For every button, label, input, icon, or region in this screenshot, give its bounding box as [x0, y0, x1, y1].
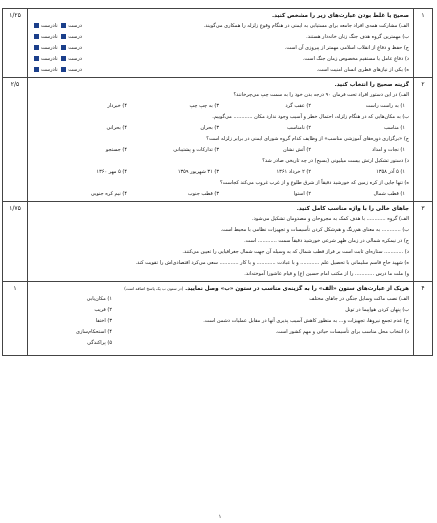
- question-row-1: [3, 9, 433, 78]
- mc-question-text: د) دستور تشکیل ارتش بیست میلیونی (بسیج) در چه تاریخی صادر شد؟: [262, 158, 409, 164]
- matching-right-item: ۴) استحکام‌سازی: [76, 329, 112, 335]
- false-checkbox[interactable]: [34, 67, 39, 72]
- matching-left-item: ب) پنهان کردن هواپیما در تونل: [345, 307, 409, 313]
- statement-text: ب) مهمترین گروه هدف جنگ زنان خانه‌دار هستند.: [306, 34, 409, 40]
- true-false-item: [32, 54, 409, 65]
- mc-option[interactable]: ۱) قطب شمال: [373, 191, 405, 197]
- false-checkbox[interactable]: [34, 56, 39, 61]
- mc-option[interactable]: ۴) ۵ مهر ۱۳۶۰: [96, 169, 127, 175]
- matching-right-item: ۵) پراکندگی: [87, 340, 112, 346]
- mc-option[interactable]: ۱) نجات و امداد: [372, 147, 405, 153]
- true-false-item: [32, 43, 409, 54]
- false-label: نادرست: [41, 56, 58, 62]
- page-number: ۱: [218, 514, 222, 520]
- mc-option[interactable]: ۴) خبردار: [107, 103, 127, 109]
- true-label: درست: [68, 45, 82, 51]
- fill-blank-item: ب) ............ به معنای هم‌رنگ و هم‌شکل کردن تأسیسات و تجهیزات نظامی با محیط است.: [220, 227, 409, 233]
- false-label: نادرست: [41, 45, 58, 51]
- mc-option[interactable]: ۲) آتش نشان: [282, 147, 311, 153]
- true-false-item: [32, 21, 409, 32]
- fill-blank-item: و) ملت ما درس ............ را از مکتب امام حسین (ع) و قیام عاشورا آموخته‌اند.: [244, 271, 409, 277]
- matching-right-item: ۳) اختفا: [95, 318, 112, 324]
- question-content: [28, 202, 414, 282]
- fill-blank-item: ه) شهید حاج قاسم سلیمانی با تحصیل علم ............ و با عبادت ............ و با کار ............ سعی می‌کرد اقتصادی‌اش را تقویت کند.: [135, 260, 409, 266]
- question-content: [28, 282, 414, 356]
- true-label: درست: [68, 56, 82, 62]
- statement-text: د) دفاع عامل یا مستقیم مخصوص زمان جنگ است.: [302, 56, 409, 62]
- true-checkbox[interactable]: [61, 45, 66, 50]
- true-checkbox[interactable]: [61, 56, 66, 61]
- question-title: جاهای خالی را با واژه مناسب کامل کنید.: [296, 206, 409, 212]
- true-false-item: [32, 65, 409, 76]
- question-number: ۲: [414, 78, 433, 202]
- true-checkbox[interactable]: [61, 67, 66, 72]
- true-checkbox[interactable]: [61, 23, 66, 28]
- mc-option[interactable]: ۲) نامناسب: [287, 125, 311, 131]
- mc-question-text: ب) به مکان‌هایی که در هنگام زلزله، احتمال خطر و آسیب وجود ندارد مکان ............ می‌گوییم.: [212, 114, 409, 120]
- matching-left-item: د) انتخاب محل مناسب برای تأسیسات حیاتی و مهم کشور است.: [275, 329, 409, 335]
- true-false-options: [32, 54, 82, 65]
- mc-option[interactable]: ۳) به چپ چپ: [189, 103, 219, 109]
- mc-option[interactable]: ۴) نیم کره جنوبی: [90, 191, 127, 197]
- mc-option[interactable]: ۲) عقب گرد: [285, 103, 311, 109]
- mc-option[interactable]: ۱) ۵ آذر ۱۳۵۸: [376, 169, 405, 175]
- false-checkbox[interactable]: [34, 45, 39, 50]
- mc-option[interactable]: ۴) بحرانی: [106, 125, 127, 131]
- statement-text: ج) حفظ و دفاع از انقلاب اسلامی مهمتر از پیروزی آن است.: [284, 45, 409, 51]
- question-title: گزینه صحیح را انتخاب کنید.: [334, 82, 409, 88]
- question-content: [28, 78, 414, 202]
- mc-options-row: [32, 101, 409, 112]
- mc-option[interactable]: ۴) جستجو: [105, 147, 127, 153]
- matching-left-item: الف) نصب ماکت وسایل جنگی در جاهای مختلف: [309, 296, 409, 302]
- question-score: ۱/۲۵: [3, 9, 28, 78]
- question-content: [28, 9, 414, 78]
- mc-option[interactable]: ۲) استوا: [293, 191, 311, 197]
- question-number: ۳: [414, 202, 433, 282]
- mc-option[interactable]: ۱) مناسب: [383, 125, 405, 131]
- exam-table: [2, 8, 433, 356]
- statement-text: الف) مشارکت همه‌ی افراد جامعه برای مستیابی به ایمنی در هنگام وقوع زلزله را همکاری می‌گویند.: [203, 23, 409, 29]
- true-label: درست: [68, 34, 82, 40]
- matching-title: هریک از عبارت‌های ستون «الف» را به گزینه‌ی مناسب در ستون «ب» وصل نمایید.: [185, 286, 409, 292]
- mc-question-text: ه) تنها جایی از کره زمین که خورشید دقیقاً از شرق طلوع و از غرب غروب می‌کند کجاست؟: [220, 180, 409, 186]
- matching-left-item: ج) عدم تجمع نیروها، تجهیزات و... به منظور کاهش آسیب پذیری آنها در مقابل عملیات دشمن است.: [203, 318, 409, 324]
- mc-option[interactable]: ۳) ۳۱ شهریور ۱۳۵۹: [177, 169, 219, 175]
- true-false-options: [32, 65, 82, 76]
- true-false-options: [32, 43, 82, 54]
- question-score: ۱: [3, 282, 28, 356]
- mc-option[interactable]: ۳) قطب جنوب: [187, 191, 219, 197]
- mc-question-text: الف) در این دستور افراد تحت فرمان ۹۰ درجه بدن خود را به سمت چپ می‌چرخانند؟: [233, 92, 409, 98]
- mc-options-row: [32, 123, 409, 134]
- statement-text: ه) یکی از نیازهای فطری انسان امنیت است.: [316, 67, 409, 73]
- true-label: درست: [68, 67, 82, 73]
- question-row-3: [3, 202, 433, 282]
- question-number: ۴: [414, 282, 433, 356]
- false-checkbox[interactable]: [34, 34, 39, 39]
- question-row-4: [3, 282, 433, 356]
- matching-note: (در ستون ب یک پاسخ اضافه است): [124, 286, 184, 291]
- true-false-item: [32, 32, 409, 43]
- question-title: صحیح یا غلط بودن عبارت‌های زیر را مشخص کنید.: [272, 13, 409, 19]
- fill-blank-item: الف) گروه ............ با هدف کمک به مجروحان و مصدومان تشکیل می‌شود.: [252, 216, 409, 222]
- question-score: ۲/۵: [3, 78, 28, 202]
- false-checkbox[interactable]: [34, 23, 39, 28]
- question-title: [32, 284, 409, 294]
- mc-option[interactable]: ۳) بحران: [200, 125, 219, 131]
- fill-blank-item: ج) در نیمکره شمالی در زمان ظهر شرعی خورشید دقیقاً سمت ............ است.: [244, 238, 409, 244]
- mc-options-row: [32, 167, 409, 178]
- matching-right-item: ۲) فریب: [94, 307, 112, 313]
- question-number: ۱: [414, 9, 433, 78]
- question-score: ۱/۷۵: [3, 202, 28, 282]
- mc-option[interactable]: ۲) ۲ خرداد ۱۳۶۱: [276, 169, 311, 175]
- true-false-options: [32, 32, 82, 43]
- true-label: درست: [68, 23, 82, 29]
- question-row-2: [3, 78, 433, 202]
- fill-blank-item: د) ............ ستاره‌ای ثابت است بر فراز قطب شمال که به وسیله آن جهت شمال جغرافیایی را تعیین می‌کنند.: [182, 249, 409, 255]
- mc-options-row: [32, 145, 409, 156]
- true-checkbox[interactable]: [61, 34, 66, 39]
- mc-option[interactable]: ۳) تدارکات و پشتیبانی: [173, 147, 219, 153]
- mc-question-text: ج) «برگزاری دوره‌های آموزشی مناسب» از وظایف کدام گروه شورای ایمنی در برابر زلزله است؟: [206, 136, 409, 142]
- false-label: نادرست: [41, 34, 58, 40]
- false-label: نادرست: [41, 67, 58, 73]
- mc-option[interactable]: ۱) به راست راست: [365, 103, 405, 109]
- mc-options-row: [32, 189, 409, 200]
- false-label: نادرست: [41, 23, 58, 29]
- true-false-options: [32, 21, 82, 32]
- matching-right-item: ۱) مکان‌یابی: [86, 296, 112, 302]
